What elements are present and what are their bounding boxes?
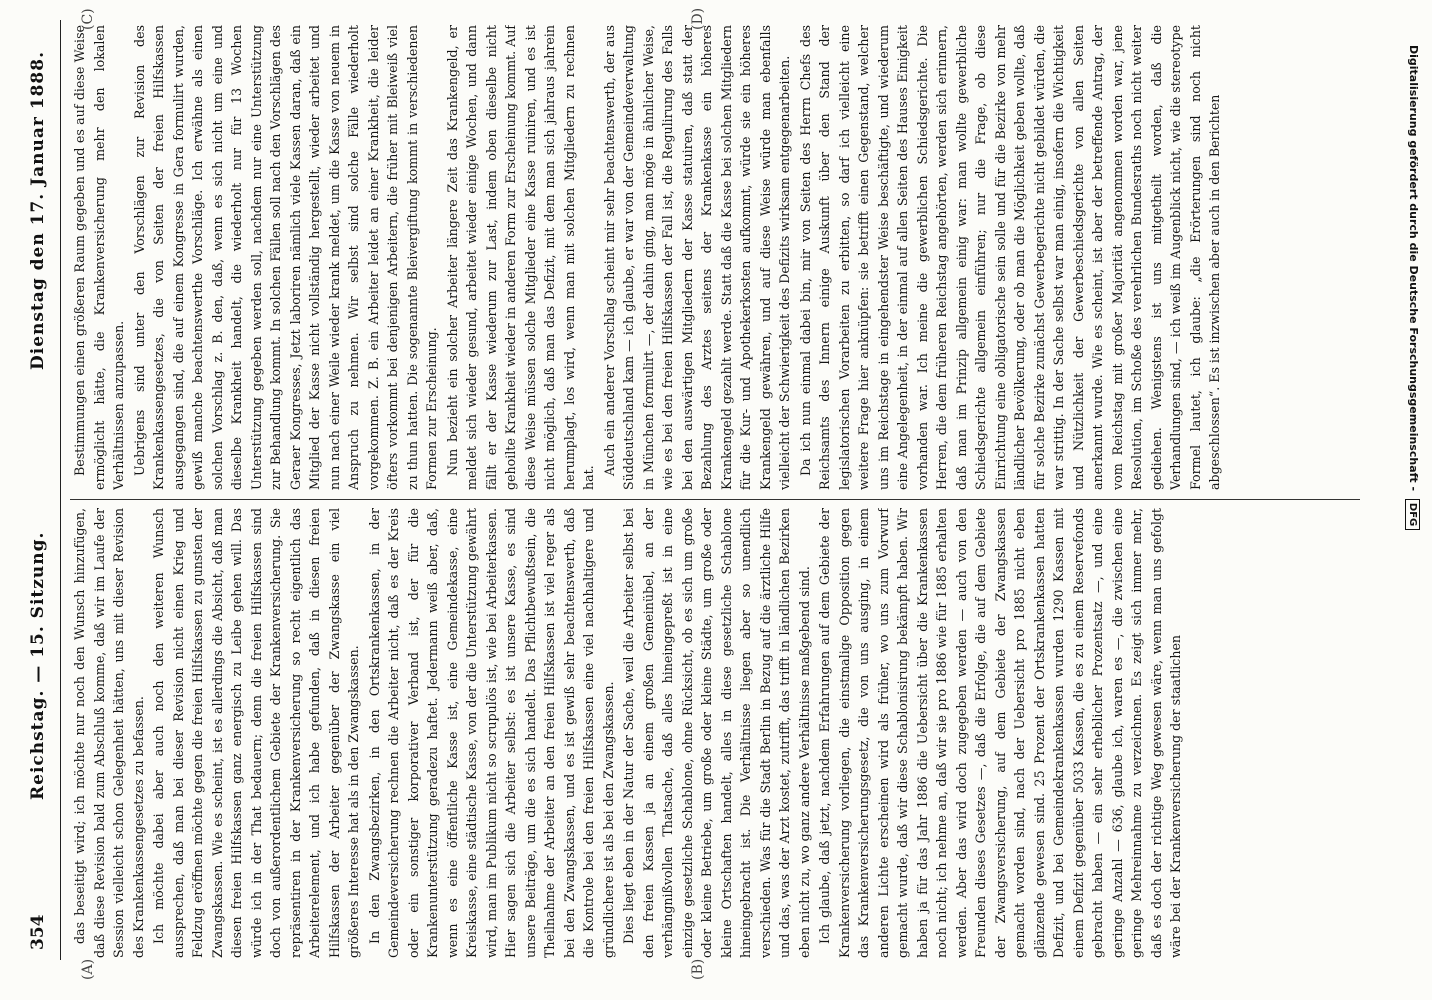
dfg-logo: DFG: [1405, 499, 1420, 530]
paragraph: Da ich nun einmal dabei bin, mir von Seiten des Herrn Chefs des Reichsamts des Innern einige Auskunft über den Stand der legislatorischen Vorarbeiten zu erbitten, so darf ich vielleicht eine weitere Frage hier anknüpfen: sie betrifft einen Gegenstand, welcher uns im Reichstage in eingehendster Weise beschäftigte, und wiederum eine Angelegenheit, in der einmal auf allen Seiten des Hauses Einigkeit vorhanden war. Ich meine die gewerblichen Schiedsgerichte. Die Herren, die dem früheren Reichstag angehörten, werden sich erinnern, daß man im Prinzip allgemein einig war: man wollte gewerbliche Schiedsgerichte allgemein einführen; nur die Frage, ob diese Einrichtung eine obligatorische sein solle und für die Bezirke von mehr ländlicher Bevölkerung, oder ob man die Möglichkeit geben wollte, daß für solche Bezirke zunächst Gewerbegerichte nicht gebildet würden, die war strittig. In der Sache selbst war man einig, insofern die Wichtigkeit und Nützlichkeit der Gewerbeschiedsgerichte von allen Seiten anerkannt wurde. Wie es scheint, ist aber der betreffende Antrag, der vom Reichstag mit großer Majorität angenommen worden war, jene Resolution, im Schoße des verehrlichen Bundesraths noch nicht weiter gediehen. Wenigstens ist uns mitgetheilt worden, daß die Verhandlungen sind, — ich weiß im Augenblick nicht, wie die stereotype Formel lautet, ich glaube: „die Erörterungen sind noch nicht abgeschlossen“. Es ist inzwischen aber auch in den Berichten: [797, 25, 1222, 490]
paragraph: Dies liegt eben in der Natur der Sache, weil die Arbeiter selbst bei den freien Kassen ja an einem großen Gemeinübel, an der verhängnißvollen Thatsache, daß alles hineingepreßt ist in eine einzige gesetzliche Schablone, ohne Rücksicht, ob es sich um große oder kleine Betriebe, um große oder kleine Städte, um große oder kleine Ortschaften handelt, alles in diese gesetzliche Schablone hineingebracht ist. Die Verhältnisse liegen aber so unendlich verschieden. Was für die Stadt Berlin in Bezug auf die ärztliche Hilfe und das, was der Arzt kostet, zutrifft, das trifft in ländlichen Bezirken eben nicht zu, wo ganz andere Verhältnisse maßgebend sind.: [621, 508, 812, 958]
header-left-title: Reichstag. — 15. Sitzung.: [28, 531, 48, 800]
paragraph: Uebrigens sind unter den Vorschlägen zur Revision des Krankenkassengesetzes, die von Seiten der freien Hilfskassen ausgegangen sind, die auf einem Kongresse in Gera formulirt wurden, gewiß manche beachtenswerthe Vorschläge. Ich erwähne als einen solchen Vorschlag z. B. den, daß, wenn es sich nicht um eine und dieselbe Krankheit handelt, die wiederholt nur für 13 Wochen Unterstützung gegeben werden soll, nachdem nur eine Unterstützung zur Behandlung kommt. In solchen Fällen soll nach den Vorschlägen des Geraer Kongresses, Jetzt laboriren nämlich viele Kassen daran, daß ein Mitglied der Kasse nicht vollständig hergestellt, wieder arbeitet und nun nach einer Weile wieder krank meldet, um die Kasse von neuem in Anspruch zu nehmen. Wir selbst sind solche Fälle wiederholt vorgekommen. Z. B. ein Arbeiter leidet an einer Krankheit, die leider öfters vorkommt bei denjenigen Arbeitern, die früher mit Bleiweiß viel zu thun hatten. Die sogenannte Bleivergiftung kommt in verschiedenen Formen zur Erscheinung.: [131, 25, 439, 490]
paragraph: In den Zwangsbezirken, in den Ortskrankenkassen, in der Gemeindeversicherung rechnen die Arbeiter nicht, daß es der Kreis oder ein sonstiger korporativer Verband ist, der für die Krankenunterstützung geradezu haftet. Jedermann weiß aber, daß, wenn es eine öffentliche Kasse ist, eine Gemeindekasse, eine Kreiskasse, eine städtische Kasse, von der die Unterstützung gewährt wird, man im Publikum nicht so scrupulös ist, wie bei Arbeiterkassen. Hier sagen sich die Arbeiter selbst: es ist unsere Kasse, es sind unsere Beiträge, um die es sich handelt. Das Pflichtbewußtsein, die Theilnahme der Arbeiter an den freien Hilfskassen ist viel reger als bei den Zwangskassen, und es ist gewiß sehr beachtenswerth, daß die Kontrole bei den freien Hilfskassen eine viel nachhaltigere und gründlichere ist als bei den Zwangskassen.: [366, 508, 616, 958]
page-number: 354: [28, 914, 48, 950]
header-right-title: Dienstag den 17. Januar 1888.: [28, 51, 48, 370]
paragraph: Ich glaube, daß jetzt, nachdem Erfahrungen auf dem Gebiete der Krankenversicherung vorliegen, die einstmalige Opposition gegen das Krankenversicherungsgesetz, die von uns ausging, in einem anderen Lichte erscheinen wird als früher, wo uns zum Vorwurf gemacht wurde, daß wir diese Schablonisirung bekämpft haben. Wir haben ja für das Jahr 1886 die Uebersicht über die Krankenkassen noch nicht; ich nehme an, daß wir sie pro 1886 wie für 1885 erhalten werden. Aber das wird doch zugegeben werden — auch von den Freunden dieses Gesetzes —, daß die Erfolge, die auf dem Gebiete der Zwangsversicherung, auf dem Gebiete der Zwangskassen gemacht worden sind, nach der Uebersicht pro 1885 nicht eben glänzende gewesen sind. 25 Prozent der Ortskrankenkassen hatten Defizit, und bei Gemeindekrankenkassen wurden 1290 Kassen mit einem Defizit gegenüber 5033 Kassen, die es zu einem Reservefonds gebracht haben — ein sehr erheblicher Prozentsatz —, und eine geringe Anzahl — 636, glaube ich, waren es —, die zwischen eine geringe Mehreinnahme zu verzeichnen. Es zeigt sich immer mehr, daß es doch der richtige Weg gewesen wäre, wenn man uns gefolgt wäre bei der Krankenversicherung der staatlichen: [817, 508, 1183, 958]
paragraph: Nun bezieht ein solcher Arbeiter längere Zeit das Krankengeld, er meldet sich wieder gesund, arbeitet wieder einige Wochen, und dann fällt er der Kasse wiederum zur Last, indem oben dieselbe nicht gehoilte Krankheit wieder in anderen Form zur Erscheinung kommt. Auf diese Weise müssen solche Mitglieder eine Kasse ruiniren, und es ist nicht möglich, daß man das Defizit, mit dem man sich jahraus jahrein herumplagt, los wird, wenn man mit solchen Mitgliedern zu rechnen hat.: [444, 25, 596, 490]
digitization-note: Digitalisierung gefördert durch die Deutsche Forschungsgemeinschaft -: [1407, 45, 1420, 492]
paragraph: das beseitigt wird; ich möchte nur noch den Wunsch hinzufügen, daß diese Revision bald zum Abschluß komme, daß wir im Laufe der Session vielleicht schon Gelegenheit hätten, uns mit dieser Revision des Krankenkassengesetzes zu befassen.: [72, 508, 146, 958]
column-divider: [70, 499, 1360, 500]
paragraph: Auch ein anderer Vorschlag scheint mir sehr beachtenswerth, der aus Süddeutschland kam — ich glaube, er war von der Gemeindeverwaltung in München formulirt —, der dahin ging, man möge in ähnlicher Weise, wie es bei den freien Hilfskassen der Fall ist, die Regulirung des Falls bei den auswärtigen Mitgliedern der Kasse statuiren, daß statt der Bezahlung des Arztes seitens der Krankenkasse ein höheres Krankengeld gezahlt werde. Statt daß die Kasse bei solchen Mitgliedern für die Kur- und Apothekerkosten aufkommt, würde sie ein höheres Krankengeld gewähren, und auf diese Weise würde man ebenfalls vielleicht der Schwierigkeit des Defizits wirksam entgegenarbeiten.: [601, 25, 792, 490]
paragraph: Bestimmungen einen größeren Raum gegeben und es auf diese Weise ermöglicht hätte, die Krankenversicherung mehr den lokalen Verhältnissen anzupassen.: [72, 25, 126, 490]
margin-mark-b: (B): [690, 958, 706, 980]
text-column-left: [70, 508, 1280, 958]
text-column-right: [70, 25, 1280, 490]
margin-mark-c: (C): [80, 8, 96, 30]
paragraph: Ich möchte dabei aber auch noch den weiteren Wunsch aussprechen, daß man bei dieser Revision nicht einen Krieg und Feldzug eröffnen möchte gegen die freien Hilfskassen zu gunsten der Zwangskassen. Wie es scheint, ist es allerdings die Absicht, daß man diesen freien Hilfskassen ganz energisch zu Leibe gehen will. Das würde ich in der That bedauern; denn die freien Hilfskassen sind doch von außerordentlichem Gebiete der Krankenversicherung. Sie repräsentiren in der Krankenversicherung so recht eigentlich das Arbeiterelement, und ich habe gefunden, daß in diesen freien Hilfskassen der Arbeiter gegenüber der Zwangskasse ein viel größeres Interesse hat als in den Zwangskassen.: [151, 508, 361, 958]
header-rule: [60, 20, 61, 960]
margin-mark-a: (A): [80, 958, 96, 980]
margin-mark-d: (D): [690, 7, 706, 30]
